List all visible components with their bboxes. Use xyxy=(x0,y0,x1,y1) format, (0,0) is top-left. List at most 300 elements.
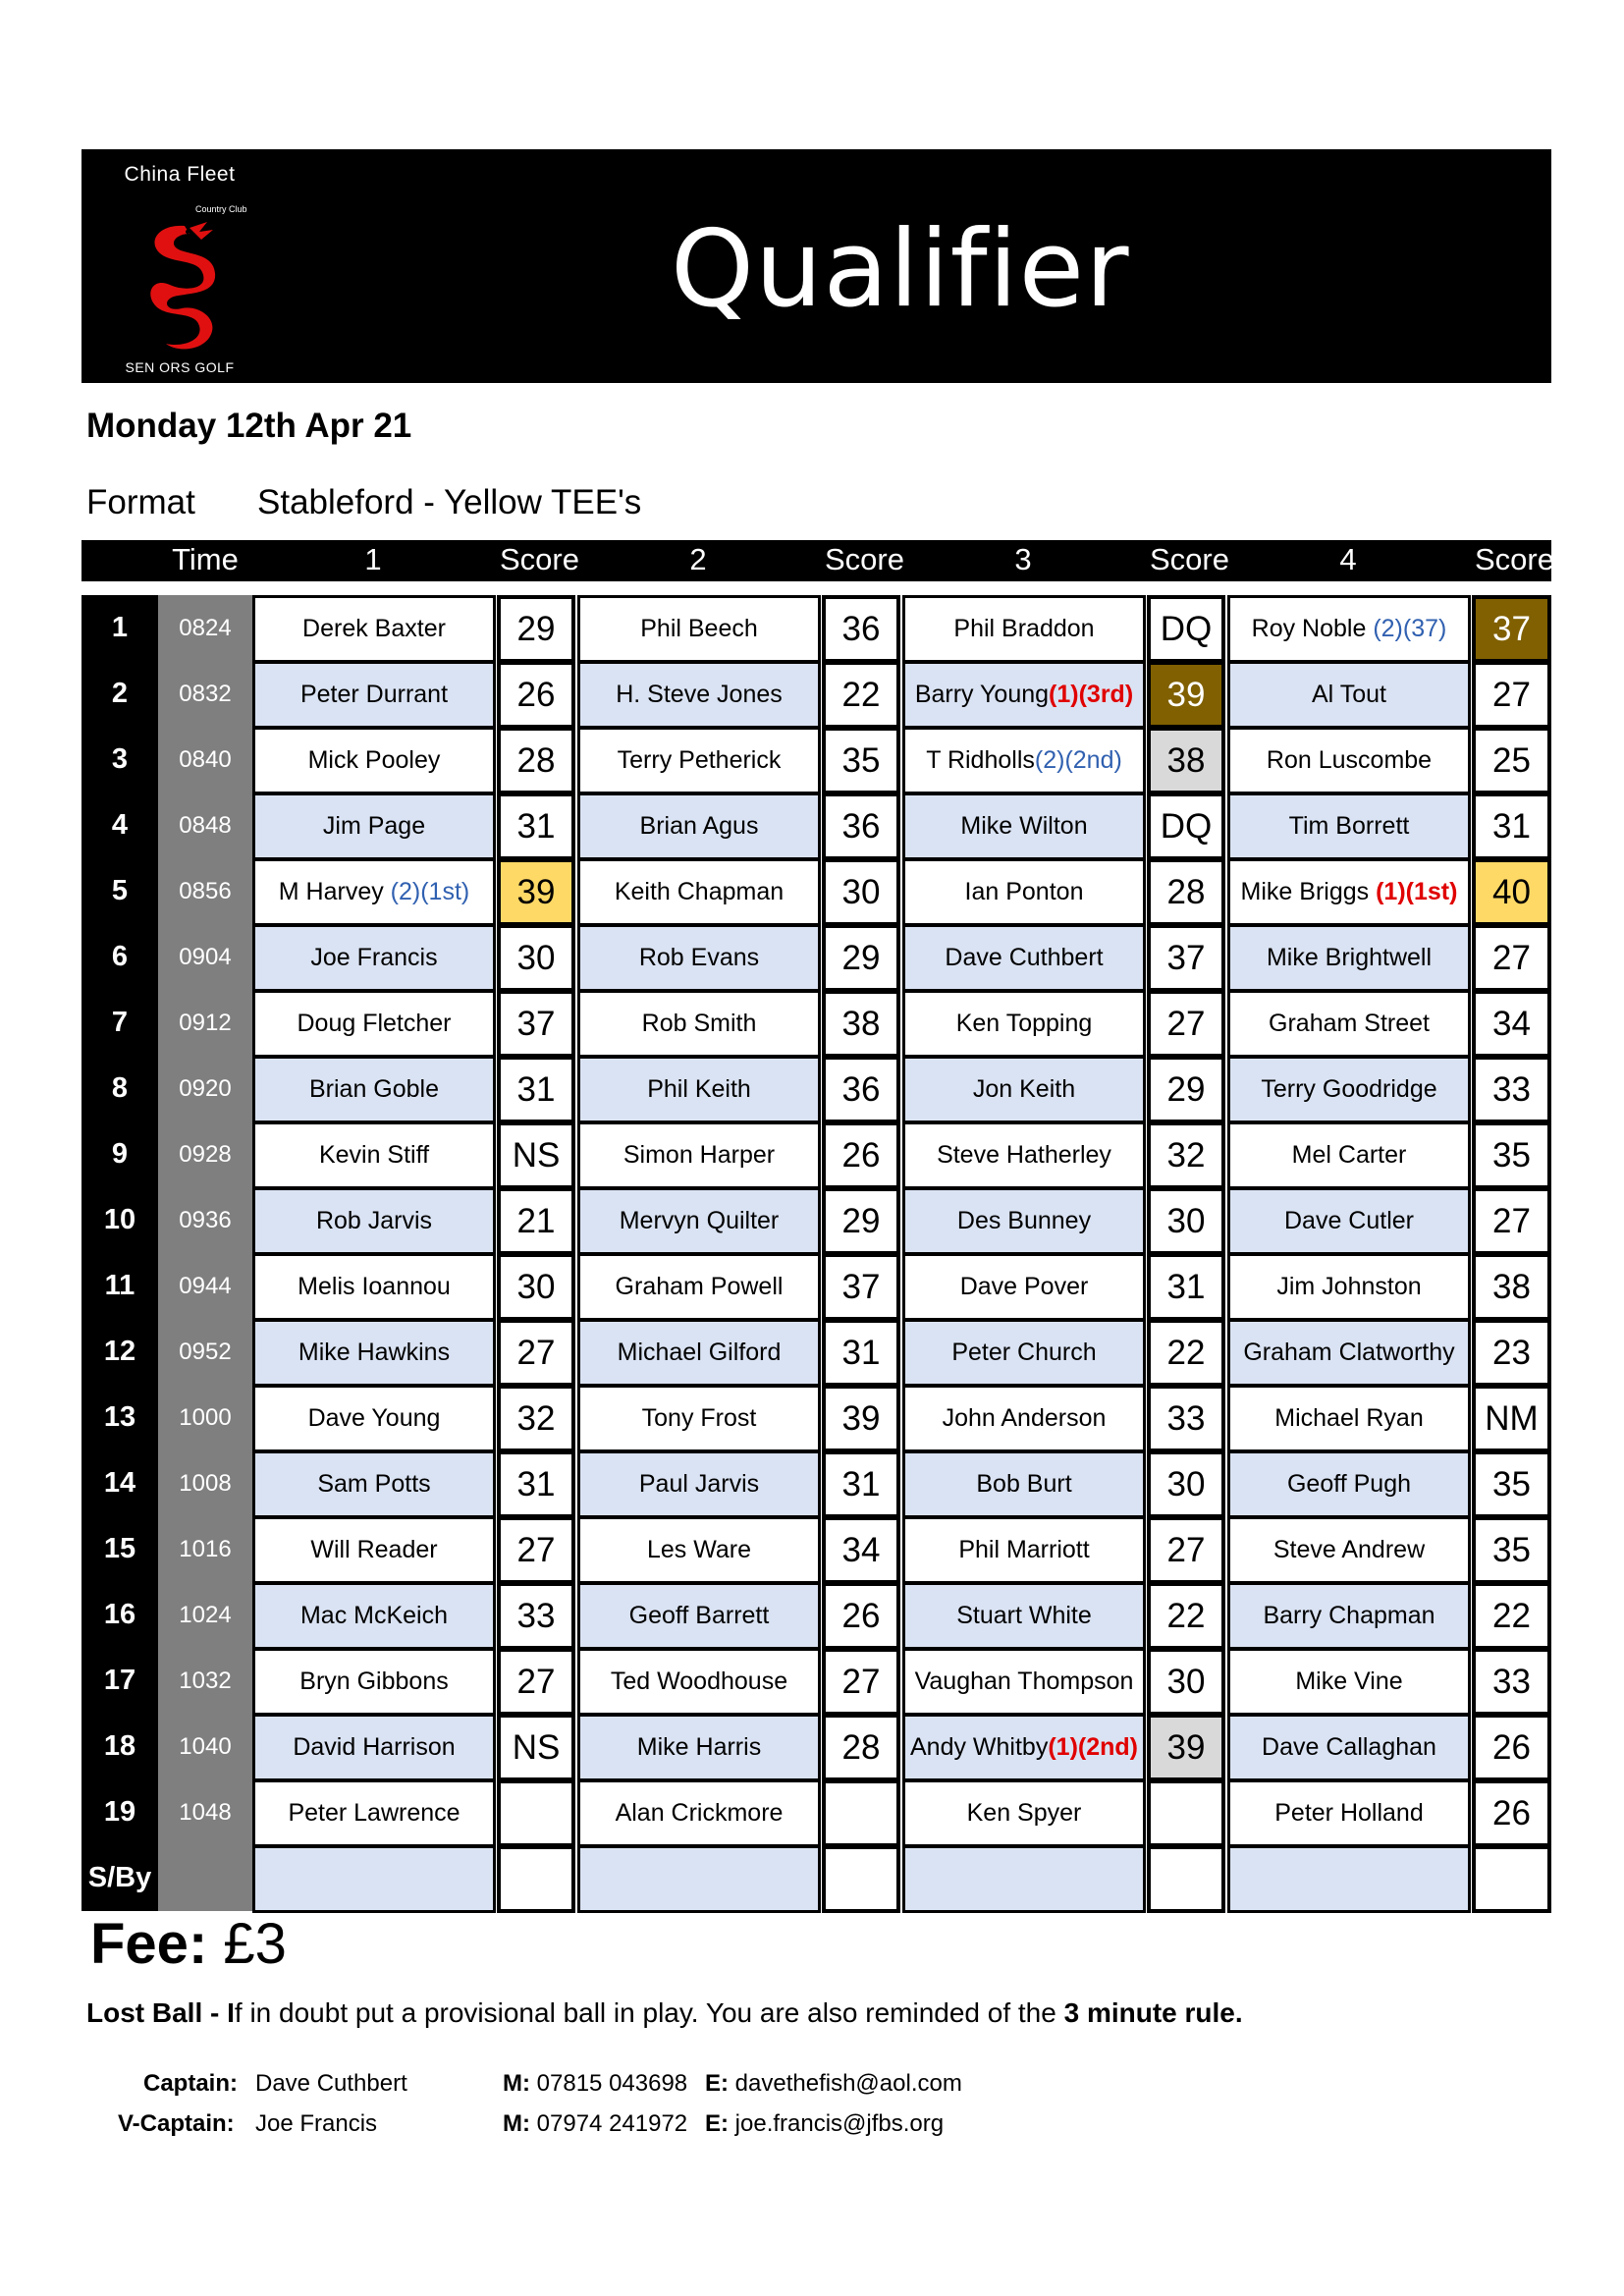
tee-time: 0912 xyxy=(158,990,252,1056)
score-cell: 32 xyxy=(497,1385,575,1452)
player-name: Geoff Pugh xyxy=(1286,1470,1412,1498)
row-number: 11 xyxy=(81,1253,158,1319)
row-number: 8 xyxy=(81,1056,158,1121)
player-name: Michael Gilford xyxy=(617,1339,782,1366)
score-cell: 37 xyxy=(1472,595,1551,663)
player-name: Dave Pover xyxy=(959,1273,1089,1300)
score-cell: 27 xyxy=(1472,661,1551,729)
score-cell xyxy=(1147,1845,1225,1913)
player-name-cell xyxy=(252,1319,496,1387)
captain-name: Dave Cuthbert xyxy=(255,2070,407,2097)
player-name-cell xyxy=(252,1056,496,1123)
handicap-note: (1)(1st) xyxy=(1376,878,1458,905)
score-cell: 30 xyxy=(497,924,575,992)
player-name-cell xyxy=(577,1450,821,1518)
score-cell: 25 xyxy=(1472,727,1551,794)
player-name-cell xyxy=(577,727,821,794)
player-name-cell xyxy=(577,793,821,860)
score-cell: 22 xyxy=(1472,1582,1551,1650)
row-number: 4 xyxy=(81,793,158,858)
row-number: 1 xyxy=(81,595,158,661)
player-name: Jim Page xyxy=(322,812,426,840)
score-cell: NS xyxy=(497,1714,575,1781)
row-number: 6 xyxy=(81,924,158,990)
score-cell: 26 xyxy=(822,1582,900,1650)
logo-seniors-golf: SEN ORS GOLF xyxy=(125,359,235,375)
score-cell: 27 xyxy=(497,1319,575,1387)
tee-time: 0824 xyxy=(158,595,252,661)
score-cell: 27 xyxy=(1472,1187,1551,1255)
player-name: Ian Ponton xyxy=(964,878,1084,905)
header-group-2: 2 xyxy=(689,542,707,576)
player-name: M Harvey xyxy=(278,878,391,905)
score-cell: 33 xyxy=(497,1582,575,1650)
tee-time: 0840 xyxy=(158,727,252,793)
player-name-cell xyxy=(1227,1714,1471,1781)
player-name-cell xyxy=(902,990,1146,1058)
player-name-cell xyxy=(577,1516,821,1584)
row-number: 16 xyxy=(81,1582,158,1648)
header-group-3: 3 xyxy=(1014,542,1032,576)
score-cell: 29 xyxy=(497,595,575,663)
tee-time: 1048 xyxy=(158,1779,252,1845)
vice-captain-name: Joe Francis xyxy=(255,2110,378,2137)
player-name-cell xyxy=(252,793,496,860)
player-name: Andy Whitby xyxy=(910,1733,1049,1761)
player-name-cell xyxy=(902,1779,1146,1847)
row-number: 10 xyxy=(81,1187,158,1253)
score-cell xyxy=(497,1845,575,1913)
player-name: Ken Spyer xyxy=(966,1799,1082,1827)
player-name-cell xyxy=(252,1450,496,1518)
score-cell: 26 xyxy=(1472,1714,1551,1781)
player-name: Vaughan Thompson xyxy=(914,1667,1134,1695)
score-cell: 35 xyxy=(1472,1450,1551,1518)
score-cell: 26 xyxy=(822,1121,900,1189)
player-name-cell xyxy=(577,1779,821,1847)
player-name: Michael Ryan xyxy=(1274,1404,1424,1432)
row-number: 9 xyxy=(81,1121,158,1187)
score-cell: 30 xyxy=(1147,1648,1225,1716)
player-name-cell xyxy=(902,595,1146,663)
player-name: Mick Pooley xyxy=(307,746,441,774)
tee-time: 0936 xyxy=(158,1187,252,1253)
score-cell: DQ xyxy=(1147,793,1225,860)
event-date: Monday 12th Apr 21 xyxy=(86,407,412,445)
handicap-note: (2)(37) xyxy=(1373,615,1447,642)
player-name-cell xyxy=(577,858,821,926)
club-logo xyxy=(101,163,258,375)
player-name: Tony Frost xyxy=(641,1404,757,1432)
player-name-cell xyxy=(902,1253,1146,1321)
player-name: Derek Baxter xyxy=(302,615,446,642)
player-name-cell xyxy=(902,1319,1146,1387)
tee-time: 0904 xyxy=(158,924,252,990)
score-cell: 33 xyxy=(1472,1648,1551,1716)
score-cell: 39 xyxy=(822,1385,900,1452)
score-cell: 27 xyxy=(1472,924,1551,992)
player-name: Mike Briggs xyxy=(1240,878,1377,905)
header-time: Time xyxy=(172,542,239,576)
player-name-cell xyxy=(1227,858,1471,926)
score-cell: 31 xyxy=(822,1450,900,1518)
player-name-cell xyxy=(1227,1648,1471,1716)
score-cell: 36 xyxy=(822,1056,900,1123)
player-name-cell xyxy=(1227,793,1471,860)
score-cell: 29 xyxy=(822,924,900,992)
captain-email[interactable]: E: davethefish@aol.com xyxy=(705,2070,962,2097)
score-cell: 30 xyxy=(1147,1450,1225,1518)
player-name: Barry Young xyxy=(914,681,1050,708)
captain-mobile: M: 07815 043698 xyxy=(503,2070,688,2097)
score-cell: 39 xyxy=(1147,661,1225,729)
player-name-cell xyxy=(252,1385,496,1452)
player-name-cell xyxy=(1227,661,1471,729)
player-name-cell xyxy=(252,1648,496,1716)
player-name: Dave Cuthbert xyxy=(945,944,1104,971)
player-name-cell xyxy=(902,1714,1146,1781)
score-cell: 22 xyxy=(1147,1582,1225,1650)
player-name-cell xyxy=(1227,990,1471,1058)
player-name-cell xyxy=(1227,1779,1471,1847)
table-header xyxy=(81,540,1554,581)
score-cell: 39 xyxy=(1147,1714,1225,1781)
player-name-cell xyxy=(902,924,1146,992)
player-name: Les Ware xyxy=(646,1536,752,1563)
player-name-cell xyxy=(1227,595,1471,663)
score-cell: 31 xyxy=(1147,1253,1225,1321)
player-name-cell xyxy=(577,1187,821,1255)
player-name: Jim Johnston xyxy=(1276,1273,1422,1300)
captain-role: Captain: xyxy=(143,2070,238,2097)
player-name: Mac McKeich xyxy=(299,1602,449,1629)
tee-time: 0856 xyxy=(158,858,252,924)
tee-time: 1040 xyxy=(158,1714,252,1779)
player-name: John Anderson xyxy=(942,1404,1107,1432)
player-name: Ken Topping xyxy=(955,1010,1093,1037)
player-name: Graham Powell xyxy=(615,1273,784,1300)
score-cell xyxy=(822,1779,900,1847)
player-name: Geoff Barrett xyxy=(628,1602,770,1629)
player-name: Mervyn Quilter xyxy=(619,1207,780,1234)
player-name-cell xyxy=(1227,1056,1471,1123)
score-cell: 31 xyxy=(1472,793,1551,860)
score-cell: 29 xyxy=(1147,1056,1225,1123)
lost-ball-note xyxy=(86,1997,1243,2029)
note-text: f in doubt put a provisional ball in play. You are also reminded of the xyxy=(234,1997,1064,2028)
player-name-cell xyxy=(577,1121,821,1189)
row-number: 5 xyxy=(81,858,158,924)
player-name-cell xyxy=(1227,1121,1471,1189)
handicap-note: (1)(2nd) xyxy=(1048,1733,1138,1761)
player-name-cell xyxy=(577,1582,821,1650)
score-cell: 22 xyxy=(1147,1319,1225,1387)
tee-time: 1016 xyxy=(158,1516,252,1582)
score-cell: DQ xyxy=(1147,595,1225,663)
score-cell: 31 xyxy=(497,1450,575,1518)
player-name: Stuart White xyxy=(956,1602,1092,1629)
score-cell: 34 xyxy=(822,1516,900,1584)
handicap-note: (2)(2nd) xyxy=(1034,746,1122,774)
tee-time: 0952 xyxy=(158,1319,252,1385)
player-name-cell xyxy=(577,1648,821,1716)
score-cell xyxy=(1147,1779,1225,1847)
player-name-cell xyxy=(252,661,496,729)
tee-time: 1024 xyxy=(158,1582,252,1648)
note-bold-start: Lost Ball - I xyxy=(86,1997,235,2028)
player-name-cell xyxy=(1227,1582,1471,1650)
score-cell: 37 xyxy=(1147,924,1225,992)
row-number: 13 xyxy=(81,1385,158,1450)
score-cell: 29 xyxy=(822,1187,900,1255)
score-cell xyxy=(497,1779,575,1847)
player-name: Phil Keith xyxy=(647,1075,751,1103)
row-number: 2 xyxy=(81,661,158,727)
player-name: Alan Crickmore xyxy=(615,1799,784,1827)
row-number: 15 xyxy=(81,1516,158,1582)
player-name: Mike Wilton xyxy=(960,812,1088,840)
player-name: Steve Andrew xyxy=(1272,1536,1426,1563)
player-name: Kevin Stiff xyxy=(318,1141,430,1169)
player-name: Sam Potts xyxy=(317,1470,431,1498)
player-name: Dave Cutler xyxy=(1284,1207,1414,1234)
score-cell: 38 xyxy=(1147,727,1225,794)
player-name: Bryn Gibbons xyxy=(299,1667,449,1695)
row-number: 12 xyxy=(81,1319,158,1385)
handicap-note: (1)(3rd) xyxy=(1049,681,1134,708)
score-cell: 30 xyxy=(822,858,900,926)
score-cell: 34 xyxy=(1472,990,1551,1058)
score-cell: 35 xyxy=(1472,1121,1551,1189)
score-cell: 27 xyxy=(497,1648,575,1716)
score-cell: 32 xyxy=(1147,1121,1225,1189)
player-name: Mike Hawkins xyxy=(298,1339,451,1366)
dragon-icon xyxy=(131,218,229,355)
tee-time: 1008 xyxy=(158,1450,252,1516)
tee-time xyxy=(158,1845,252,1911)
player-name: Peter Holland xyxy=(1274,1799,1424,1827)
score-cell: 37 xyxy=(822,1253,900,1321)
player-name: Graham Clatworthy xyxy=(1243,1339,1455,1366)
score-cell: 35 xyxy=(822,727,900,794)
header-score-3: Score xyxy=(1150,542,1229,576)
fee-value: £3 xyxy=(207,1912,287,1976)
score-cell: 27 xyxy=(497,1516,575,1584)
player-name-cell xyxy=(577,1056,821,1123)
player-name-cell xyxy=(577,1319,821,1387)
score-cell: 35 xyxy=(1472,1516,1551,1584)
fee-line xyxy=(90,1911,287,1977)
row-number: 7 xyxy=(81,990,158,1056)
title-banner xyxy=(81,149,1551,383)
player-name: Mel Carter xyxy=(1291,1141,1407,1169)
header-score-4: Score xyxy=(1475,542,1554,576)
player-name-cell xyxy=(902,727,1146,794)
player-name-cell xyxy=(577,661,821,729)
score-cell: 36 xyxy=(822,793,900,860)
player-name-cell xyxy=(577,1714,821,1781)
tee-time: 0944 xyxy=(158,1253,252,1319)
player-name: Simon Harper xyxy=(623,1141,776,1169)
score-cell: 40 xyxy=(1472,858,1551,926)
header-score-1: Score xyxy=(500,542,579,576)
logo-club-name: China Fleet xyxy=(124,163,236,186)
note-bold-end: 3 minute rule. xyxy=(1063,1997,1243,2028)
score-cell: 30 xyxy=(1147,1187,1225,1255)
player-name-cell xyxy=(252,858,496,926)
page-title: Qualifier xyxy=(671,208,1130,331)
player-name-cell xyxy=(577,1253,821,1321)
tee-time: 0848 xyxy=(158,793,252,858)
player-name: Rob Jarvis xyxy=(315,1207,433,1234)
vice-captain-email[interactable]: E: joe.francis@jfbs.org xyxy=(705,2110,945,2137)
player-name-cell xyxy=(577,990,821,1058)
score-cell: 22 xyxy=(822,661,900,729)
player-name: Rob Evans xyxy=(638,944,760,971)
player-name-cell xyxy=(577,1845,821,1913)
player-name-cell xyxy=(902,1187,1146,1255)
player-name-cell xyxy=(577,1385,821,1452)
score-cell: NM xyxy=(1472,1385,1551,1452)
player-name: Ted Woodhouse xyxy=(610,1667,788,1695)
tee-time: 0928 xyxy=(158,1121,252,1187)
score-cell: 21 xyxy=(497,1187,575,1255)
player-name-cell xyxy=(1227,1516,1471,1584)
player-name-cell xyxy=(252,727,496,794)
format-value: Stableford - Yellow TEE's xyxy=(257,483,642,521)
score-cell: 33 xyxy=(1472,1056,1551,1123)
player-name: Will Reader xyxy=(310,1536,438,1563)
player-name: Phil Beech xyxy=(640,615,758,642)
tee-time: 1032 xyxy=(158,1648,252,1714)
score-cell: 31 xyxy=(497,793,575,860)
player-name-cell xyxy=(902,1648,1146,1716)
score-cell: 36 xyxy=(822,595,900,663)
player-name: Rob Smith xyxy=(641,1010,757,1037)
player-name-cell xyxy=(252,1121,496,1189)
player-name: Doug Fletcher xyxy=(297,1010,452,1037)
player-name-cell xyxy=(902,1385,1146,1452)
player-name: Peter Lawrence xyxy=(288,1799,460,1827)
player-name: Graham Street xyxy=(1269,1010,1430,1037)
player-name-cell xyxy=(1227,1450,1471,1518)
score-cell: 28 xyxy=(822,1714,900,1781)
player-name-cell xyxy=(902,1582,1146,1650)
player-name: David Harrison xyxy=(293,1733,456,1761)
player-name: Mike Harris xyxy=(636,1733,762,1761)
player-name: Bob Burt xyxy=(976,1470,1072,1498)
player-name: Phil Marriott xyxy=(958,1536,1090,1563)
player-name-cell xyxy=(902,1450,1146,1518)
score-cell: 38 xyxy=(822,990,900,1058)
player-name: Tim Borrett xyxy=(1288,812,1410,840)
tee-time: 0832 xyxy=(158,661,252,727)
player-name-cell xyxy=(1227,727,1471,794)
player-name-cell xyxy=(1227,1845,1471,1913)
score-cell: 26 xyxy=(1472,1779,1551,1847)
player-name-cell xyxy=(252,1253,496,1321)
player-name-cell xyxy=(1227,924,1471,992)
player-name-cell xyxy=(902,661,1146,729)
row-number: 17 xyxy=(81,1648,158,1714)
player-name: Dave Young xyxy=(307,1404,441,1432)
player-name: Mike Vine xyxy=(1295,1667,1403,1695)
score-cell: 31 xyxy=(822,1319,900,1387)
row-number: 19 xyxy=(81,1779,158,1845)
player-name: Ron Luscombe xyxy=(1266,746,1433,774)
player-name-cell xyxy=(252,595,496,663)
score-cell: 28 xyxy=(1147,858,1225,926)
player-name-cell xyxy=(252,924,496,992)
logo-club-subtitle: Country Club xyxy=(195,204,247,214)
score-cell: 39 xyxy=(497,858,575,926)
player-name-cell xyxy=(902,1845,1146,1913)
player-name-cell xyxy=(252,1779,496,1847)
player-name: Al Tout xyxy=(1312,681,1386,708)
player-name-cell xyxy=(902,1056,1146,1123)
player-name: Mike Brightwell xyxy=(1266,944,1433,971)
player-name: H. Steve Jones xyxy=(616,681,783,708)
score-cell: 23 xyxy=(1472,1319,1551,1387)
player-name-cell xyxy=(1227,1187,1471,1255)
player-name-cell xyxy=(902,1121,1146,1189)
score-cell xyxy=(1472,1845,1551,1913)
player-name-cell xyxy=(252,1516,496,1584)
player-name: Peter Church xyxy=(951,1339,1097,1366)
vice-captain-mobile: M: 07974 241972 xyxy=(503,2110,688,2137)
player-name: Steve Hatherley xyxy=(937,1141,1111,1169)
header-group-4: 4 xyxy=(1339,542,1357,576)
player-name: Brian Agus xyxy=(639,812,759,840)
player-name-cell xyxy=(902,858,1146,926)
player-name-cell xyxy=(1227,1385,1471,1452)
score-cell: 27 xyxy=(1147,990,1225,1058)
player-name-cell xyxy=(252,1187,496,1255)
player-name: Barry Chapman xyxy=(1263,1602,1435,1629)
player-name: Dave Callaghan xyxy=(1262,1733,1436,1761)
row-number: 3 xyxy=(81,727,158,793)
player-name: Des Bunney xyxy=(956,1207,1092,1234)
player-name: Brian Goble xyxy=(308,1075,440,1103)
player-name-cell xyxy=(577,595,821,663)
player-name: Roy Noble xyxy=(1251,615,1374,642)
player-name: Paul Jarvis xyxy=(638,1470,760,1498)
score-cell: 38 xyxy=(1472,1253,1551,1321)
player-name: Melis Ioannou xyxy=(298,1273,451,1300)
player-name: T Ridholls xyxy=(926,746,1035,774)
score-cell: 26 xyxy=(497,661,575,729)
player-name-cell xyxy=(902,1516,1146,1584)
tee-time: 1000 xyxy=(158,1385,252,1450)
player-name: Terry Petherick xyxy=(617,746,782,774)
score-cell: 33 xyxy=(1147,1385,1225,1452)
player-name: Phil Braddon xyxy=(953,615,1095,642)
player-name-cell xyxy=(577,924,821,992)
row-number: 14 xyxy=(81,1450,158,1516)
player-name-cell xyxy=(252,1582,496,1650)
header-group-1: 1 xyxy=(364,542,382,576)
score-cell: 37 xyxy=(497,990,575,1058)
player-name: Terry Goodridge xyxy=(1261,1075,1437,1103)
player-name-cell xyxy=(252,990,496,1058)
score-cell: 28 xyxy=(497,727,575,794)
player-name-cell xyxy=(1227,1253,1471,1321)
handicap-note: (2)(1st) xyxy=(390,878,470,905)
header-score-2: Score xyxy=(825,542,904,576)
player-name: Peter Durrant xyxy=(299,681,449,708)
score-cell: 30 xyxy=(497,1253,575,1321)
vice-captain-role: V-Captain: xyxy=(118,2110,235,2137)
